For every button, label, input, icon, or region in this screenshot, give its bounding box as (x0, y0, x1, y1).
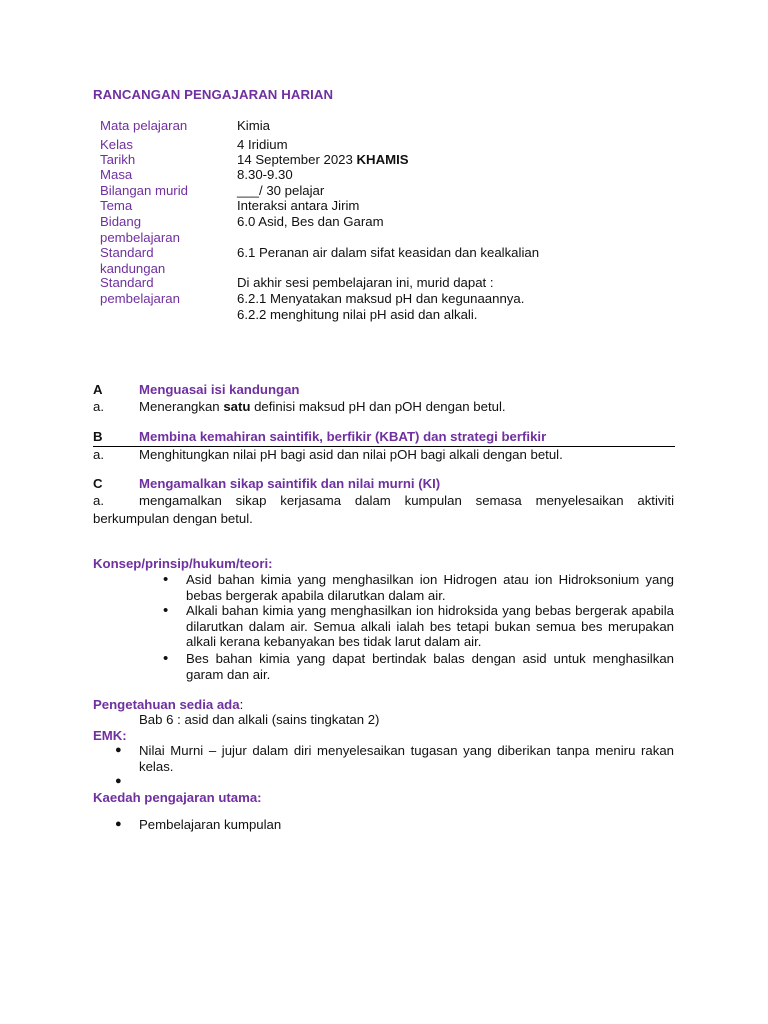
section-item-line: mengamalkan sikap kerjasama dalam kumpulan semasa menyelesaikan aktiviti (139, 493, 674, 508)
info-label (100, 275, 230, 306)
concept-bullet: Alkali bahan kimia yang menghasilkan ion hidroksida yang bebas bergerak apabila dilarutkan dalam air. Semua alkali ialah bes tetapi bukan semua bes merupakan alkali kerana kebanyakan bes tidak larut dalam air. (186, 603, 674, 650)
bullet-icon: • (163, 650, 169, 667)
info-value: ___/ 30 pelajar (237, 183, 325, 198)
item-text: definisi maksud pH dan pOH dengan betul. (250, 399, 506, 414)
label-line: pembelajaran (100, 229, 180, 245)
label-line: kandungan (100, 260, 166, 276)
item-letter: a. (93, 493, 104, 508)
bullet-icon: ● (115, 744, 122, 756)
item-text: Menerangkan (139, 399, 224, 414)
concept-bullet: Asid bahan kimia yang menghasilkan ion Hidrogen atau ion Hidroksonium yang bebas bergerak apabila dilarutkan dalam air. (186, 572, 674, 603)
label-line: Standard (100, 245, 154, 260)
info-label: Masa (100, 167, 133, 182)
section-title: Membina kemahiran saintifik, berfikir (KBAT) dan strategi berfikir (139, 429, 547, 444)
section-letter: B (93, 429, 103, 444)
info-value: 8.30-9.30 (237, 167, 293, 182)
bullet-icon: ● (115, 775, 122, 787)
info-label: Tema (100, 198, 133, 213)
emk-bullet: Nilai Murni – jujur dalam diri menyelesaikan tugasan yang diberikan tanpa meniru rakan kelas. (139, 743, 674, 774)
info-label: Tarikh (100, 152, 136, 167)
prior-knowledge-text: Bab 6 : asid dan alkali (sains tingkatan 2) (139, 712, 380, 727)
info-value: 6.1 Peranan air dalam sifat keasidan dan kealkalian (237, 245, 540, 260)
section-title: Mengamalkan sikap saintifik dan nilai murni (KI) (139, 476, 441, 491)
section-title: Menguasai isi kandungan (139, 382, 300, 397)
info-value (237, 275, 697, 323)
item-letter: a. (93, 399, 104, 414)
label-line: Standard (100, 275, 154, 290)
info-label: Bilangan murid (100, 183, 188, 198)
section-item (139, 399, 506, 414)
page-title: RANCANGAN PENGAJARAN HARIAN (93, 87, 334, 102)
concept-heading: Konsep/prinsip/hukum/teori: (93, 556, 273, 571)
value-line: Di akhir sesi pembelajaran ini, murid dapat : (237, 275, 494, 290)
section-item-line: berkumpulan dengan betul. (93, 511, 253, 526)
heading-text: Pengetahuan sedia ada (93, 697, 240, 712)
date-text: 14 September 2023 (237, 152, 353, 167)
info-value: 4 Iridium (237, 137, 288, 152)
info-value: Kimia (237, 118, 270, 133)
label-line: pembelajaran (100, 290, 180, 306)
bullet-icon: • (163, 602, 169, 619)
emk-heading: EMK: (93, 728, 127, 743)
bullet-icon: ● (115, 818, 122, 830)
info-label: Mata pelajaran (100, 118, 188, 133)
section-letter: C (93, 476, 103, 491)
concept-bullet: Bes bahan kimia yang dapat bertindak balas dengan asid untuk menghasilkan garam dan air. (186, 651, 674, 682)
day-text: KHAMIS (356, 152, 409, 167)
info-label: Kelas (100, 137, 133, 152)
bullet-icon: • (163, 571, 169, 588)
info-label (100, 245, 230, 276)
info-label (100, 214, 230, 245)
prior-knowledge-heading (93, 697, 243, 712)
section-item: Menghitungkan nilai pH bagi asid dan nilai pOH bagi alkali dengan betul. (139, 447, 563, 462)
method-heading: Kaedah pengajaran utama: (93, 790, 262, 805)
info-value: Interaksi antara Jirim (237, 198, 360, 213)
info-value: 6.0 Asid, Bes dan Garam (237, 214, 384, 229)
value-line: 6.2.1 Menyatakan maksud pH dan kegunaannya. (237, 290, 525, 306)
method-bullet: Pembelajaran kumpulan (139, 817, 282, 832)
value-line: 6.2.2 menghitung nilai pH asid dan alkali. (237, 307, 478, 322)
item-emphasis: satu (223, 399, 251, 414)
label-line: Bidang (100, 214, 142, 229)
heading-colon: : (239, 697, 244, 712)
item-letter: a. (93, 447, 104, 462)
info-value (237, 152, 697, 168)
section-letter: A (93, 382, 103, 397)
